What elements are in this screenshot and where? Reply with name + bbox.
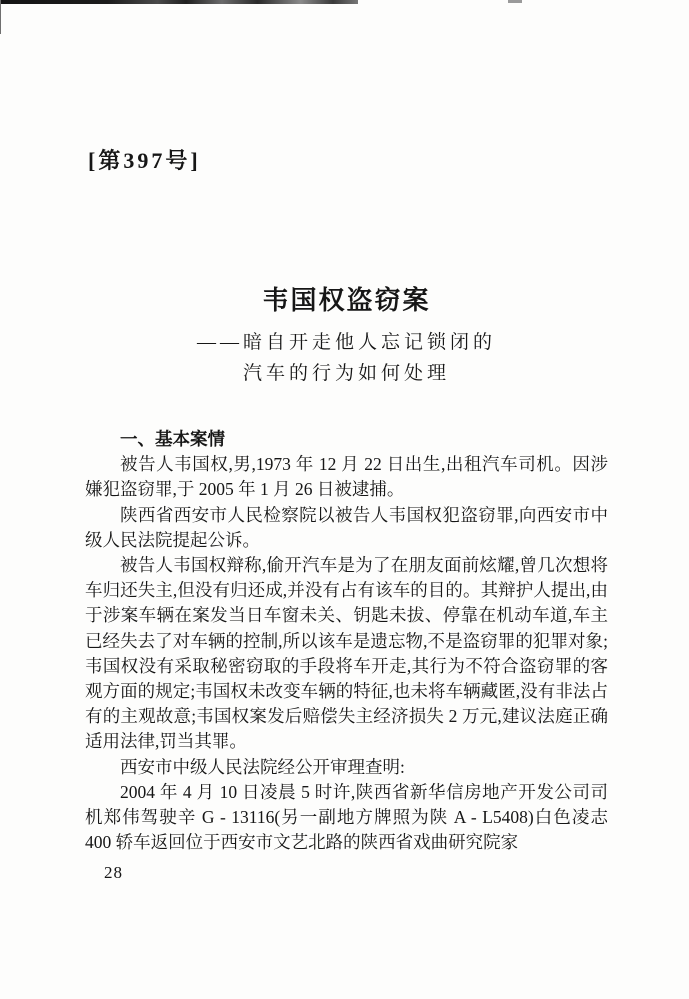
body-paragraph: 西安市中级人民法院经公开审理查明:: [120, 756, 405, 777]
body-paragraph: 被告人韦国权辩称,偷开汽车是为了在朋友面前炫耀,曾几次想将车归还失主,但没有归还成,并没有占有该车的目的。其辩护人提出,由于涉案车辆在案发当日车窗未关、钥匙未拔、停靠在机动车道,车主已经失去了对车辆的控制,所以该车是遗忘物,不是盗窃罪的犯罪对象;韦国权没有采取秘密窃取的手段将车开走,其行为不符合盗窃罪的客观方面的规定;韦国权未改变车辆的特征,也未将车辆藏匿,没有非法占有的主观故意;韦国权案发后赔偿失主经济损失 2 万元,建议法庭正确适用法律,罚当其罪。: [85, 555, 608, 752]
page-number: 28: [104, 863, 123, 882]
title-block: [85, 280, 608, 389]
case-subtitle-line-1: ——暗自开走他人忘记锁闭的: [196, 332, 496, 353]
body-paragraph: 2004 年 4 月 10 日凌晨 5 时许,陕西省新华信房地产开发公司司机郑伟驾驶辛 G - 13116(另一副地方牌照为陕 A - L5408)白色凌志 400 轿车返回位于西安市文艺北路的陕西省戏曲研究院家: [85, 781, 608, 853]
case-number: [第397号]: [88, 148, 201, 173]
section-heading-basic-facts: 一、基本案情: [120, 429, 225, 449]
body-paragraph: 被告人韦国权,男,1973 年 12 月 22 日出生,出租汽车司机。因涉嫌犯盗窃罪,于 2005 年 1 月 26 日被逮捕。: [85, 454, 608, 500]
scan-artifact-top: [0, 0, 358, 4]
body-text: [85, 427, 608, 855]
scan-artifact-left-edge: [0, 0, 1, 34]
case-title: 韦国权盗窃案: [262, 285, 431, 315]
body-paragraph: 陕西省西安市人民检察院以被告人韦国权犯盗窃罪,向西安市中级人民法院提起公诉。: [85, 504, 608, 550]
scan-artifact-speck: [508, 0, 522, 3]
case-subtitle-line-2: 汽车的行为如何处理: [242, 363, 450, 384]
